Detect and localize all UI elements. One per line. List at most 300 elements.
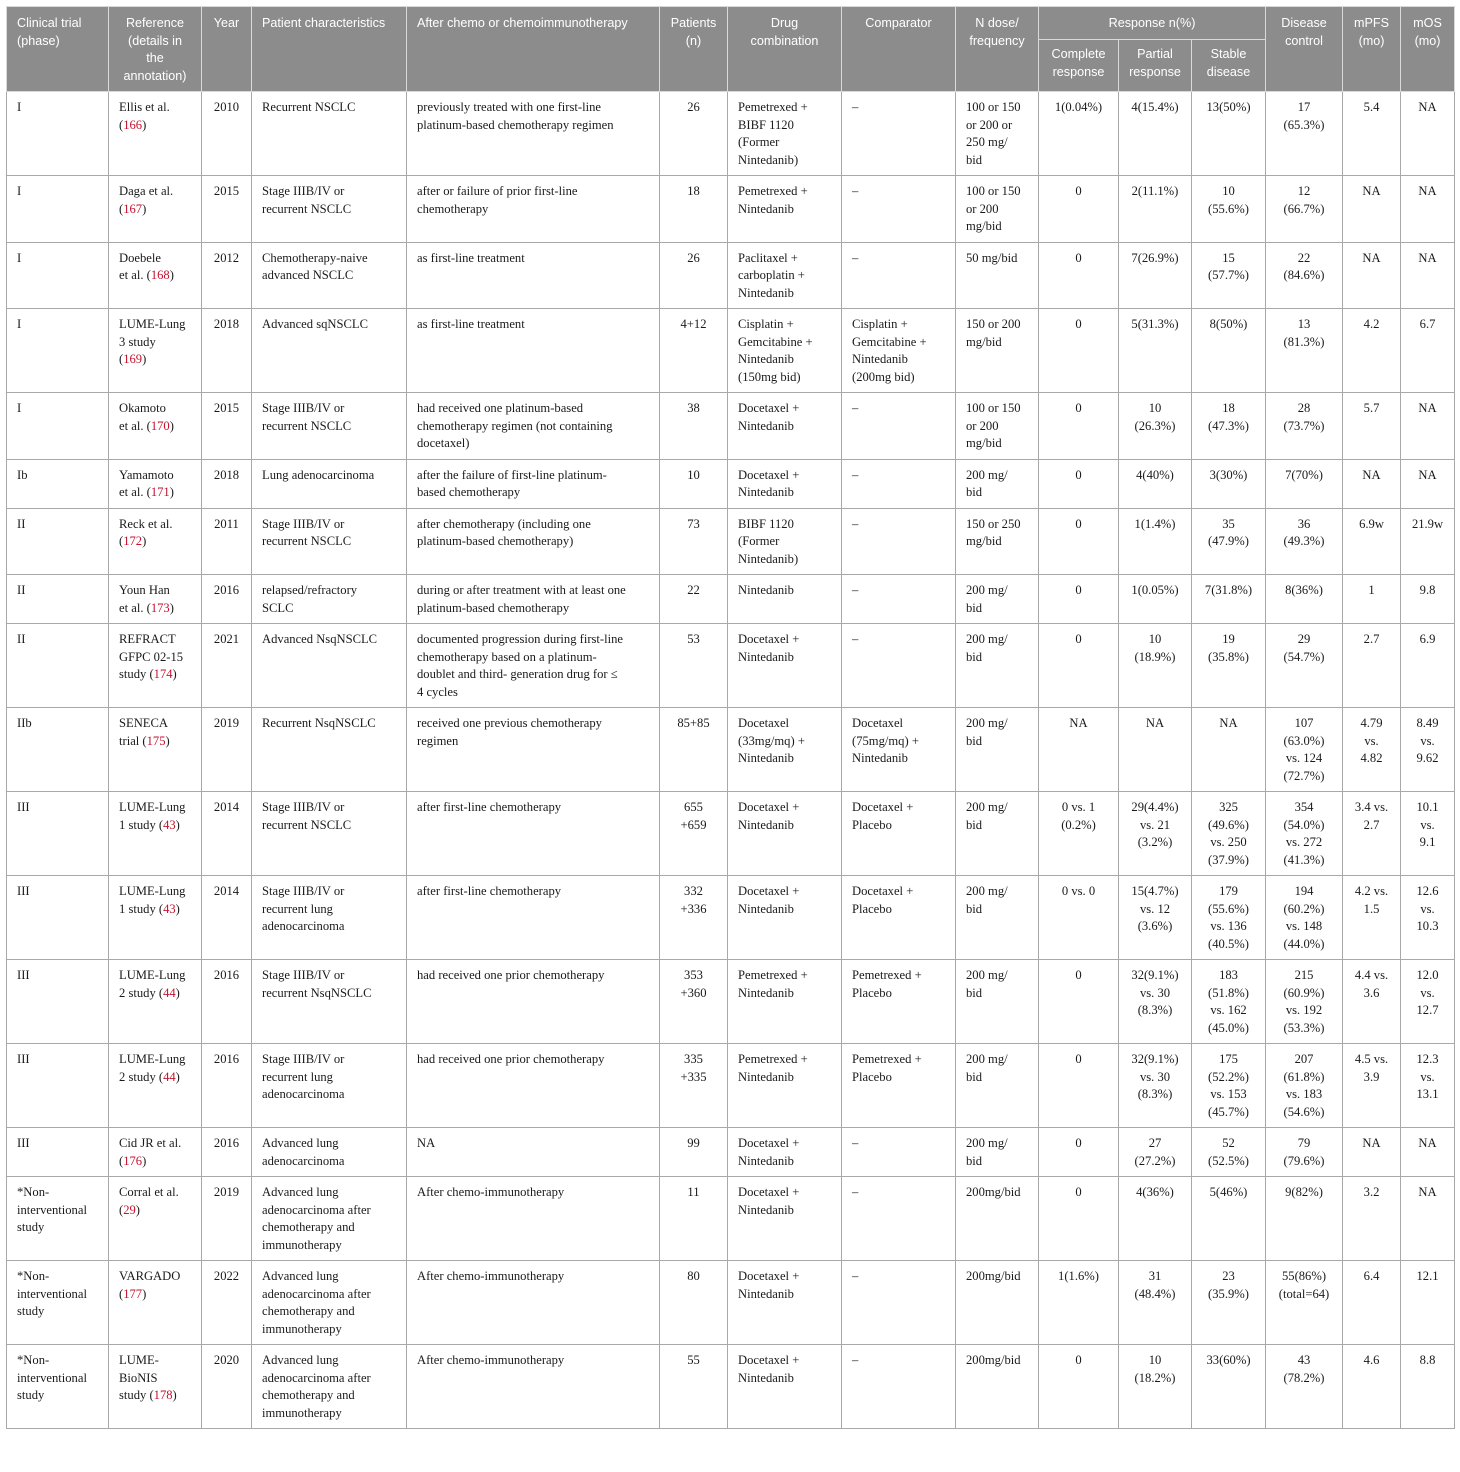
cell-partial-response: 1(1.4%): [1119, 508, 1192, 575]
cell-complete-response: 0: [1039, 508, 1119, 575]
cell-complete-response: 1(1.6%): [1039, 1261, 1119, 1345]
cell-partial-response: 31 (48.4%): [1119, 1261, 1192, 1345]
cell-complete-response: 0: [1039, 624, 1119, 708]
cell-patient-characteristics: Stage IIIB/IV or recurrent NSCLC: [252, 508, 407, 575]
cell-dose-frequency: 200mg/bid: [956, 1345, 1039, 1429]
cell-after-chemo: After chemo-immunotherapy: [407, 1177, 660, 1261]
cell-dose-frequency: 200 mg/ bid: [956, 1044, 1039, 1128]
cell-phase: II: [7, 508, 109, 575]
cell-reference: [109, 876, 202, 960]
cell-dose-frequency: 200 mg/ bid: [956, 575, 1039, 624]
cell-patient-characteristics: Chemotherapy-naive advanced NSCLC: [252, 242, 407, 309]
reference-link[interactable]: 170: [150, 418, 170, 433]
col-partial-response: Partial response: [1119, 40, 1192, 92]
cell-after-chemo: After chemo-immunotherapy: [407, 1261, 660, 1345]
cell-partial-response: 32(9.1%) vs. 30 (8.3%): [1119, 960, 1192, 1044]
cell-partial-response: 5(31.3%): [1119, 309, 1192, 393]
reference-text: LUME-Lung 2 study (: [119, 1052, 186, 1084]
cell-patients-n: 99: [660, 1128, 728, 1177]
reference-text: LUME-Lung 1 study (: [119, 884, 186, 916]
cell-drug-combination: Docetaxel + Nintedanib: [728, 393, 842, 460]
reference-close: ): [175, 817, 180, 832]
clinical-trials-table: [6, 6, 1455, 1429]
col-response-group: Response n(%): [1039, 7, 1266, 40]
table-row: [7, 708, 1455, 792]
cell-year: 2020: [202, 1345, 252, 1429]
cell-complete-response: 0: [1039, 1345, 1119, 1429]
cell-year: 2015: [202, 393, 252, 460]
cell-phase: I: [7, 393, 109, 460]
cell-patient-characteristics: Lung adenocarcinoma: [252, 459, 407, 508]
cell-stable-disease: 23 (35.9%): [1192, 1261, 1266, 1345]
cell-mpfs: 5.7: [1343, 393, 1401, 460]
cell-complete-response: 0 vs. 0: [1039, 876, 1119, 960]
cell-disease-control: 29 (54.7%): [1266, 624, 1343, 708]
reference-text: REFRACT GFPC 02-15 study (: [119, 632, 184, 681]
reference-close: ): [172, 667, 177, 681]
cell-partial-response: 10 (26.3%): [1119, 393, 1192, 460]
cell-after-chemo: NA: [407, 1128, 660, 1177]
cell-disease-control: 55(86%) (total=64): [1266, 1261, 1343, 1345]
cell-mos: 6.9: [1401, 624, 1455, 708]
cell-partial-response: 27 (27.2%): [1119, 1128, 1192, 1177]
cell-after-chemo: documented progression during first-line chemotherapy based on a platinum- doublet and third- generation drug for ≤ 4 cycles: [407, 624, 660, 708]
cell-partial-response: 2(11.1%): [1119, 176, 1192, 243]
cell-comparator: Pemetrexed + Placebo: [842, 1044, 956, 1128]
cell-patients-n: 353 +360: [660, 960, 728, 1044]
cell-after-chemo: as first-line treatment: [407, 309, 660, 393]
cell-phase: I: [7, 92, 109, 176]
cell-drug-combination: Docetaxel (33mg/mq) + Nintedanib: [728, 708, 842, 792]
table-row: [7, 176, 1455, 243]
cell-disease-control: 8(36%): [1266, 575, 1343, 624]
cell-patients-n: 38: [660, 393, 728, 460]
cell-reference: [109, 708, 202, 792]
col-comparator: Comparator: [842, 7, 956, 92]
cell-reference: [109, 792, 202, 876]
reference-close: ): [175, 901, 180, 916]
reference-text: Daga et al. (: [119, 184, 174, 216]
cell-year: 2012: [202, 242, 252, 309]
reference-text: Yamamoto et al. (: [119, 467, 174, 499]
cell-reference: [109, 1345, 202, 1429]
col-stable-disease: Stable disease: [1192, 40, 1266, 92]
reference-close: ): [142, 1286, 147, 1301]
cell-after-chemo: after first-line chemotherapy: [407, 876, 660, 960]
cell-phase: III: [7, 960, 109, 1044]
table-row: [7, 575, 1455, 624]
col-patients-n: Patients (n): [660, 7, 728, 92]
cell-reference: [109, 960, 202, 1044]
cell-dose-frequency: 50 mg/bid: [956, 242, 1039, 309]
table-row: [7, 960, 1455, 1044]
cell-comparator: Pemetrexed + Placebo: [842, 960, 956, 1044]
table-row: [7, 1177, 1455, 1261]
cell-disease-control: 107 (63.0%) vs. 124 (72.7%): [1266, 708, 1343, 792]
reference-text: Doebele et al. (: [119, 250, 161, 282]
cell-complete-response: 0: [1039, 459, 1119, 508]
reference-close: ): [142, 117, 147, 132]
reference-link[interactable]: 43: [163, 817, 176, 832]
cell-stable-disease: 7(31.8%): [1192, 575, 1266, 624]
reference-text: SENECA trial (: [119, 716, 168, 748]
cell-phase: II: [7, 575, 109, 624]
cell-mpfs: NA: [1343, 1128, 1401, 1177]
cell-comparator: Docetaxel (75mg/mq) + Nintedanib: [842, 708, 956, 792]
reference-link[interactable]: 176: [123, 1153, 143, 1168]
table-row: [7, 92, 1455, 176]
cell-patients-n: 11: [660, 1177, 728, 1261]
cell-dose-frequency: 150 or 250 mg/bid: [956, 508, 1039, 575]
cell-phase: I: [7, 176, 109, 243]
cell-patient-characteristics: Stage IIIB/IV or recurrent NSCLC: [252, 393, 407, 460]
cell-mos: NA: [1401, 393, 1455, 460]
table-row: [7, 1044, 1455, 1128]
cell-disease-control: 9(82%): [1266, 1177, 1343, 1261]
cell-dose-frequency: 200 mg/ bid: [956, 1128, 1039, 1177]
cell-stable-disease: 10 (55.6%): [1192, 176, 1266, 243]
cell-complete-response: 0: [1039, 960, 1119, 1044]
reference-link[interactable]: 172: [123, 534, 143, 548]
cell-mpfs: 3.2: [1343, 1177, 1401, 1261]
cell-patient-characteristics: Stage IIIB/IV or recurrent lung adenocarcinoma: [252, 876, 407, 960]
reference-link[interactable]: 29: [123, 1202, 136, 1217]
cell-disease-control: 207 (61.8%) vs. 183 (54.6%): [1266, 1044, 1343, 1128]
cell-phase: *Non- interventional study: [7, 1261, 109, 1345]
cell-patient-characteristics: Advanced lung adenocarcinoma after chemotherapy and immunotherapy: [252, 1177, 407, 1261]
cell-stable-disease: 183 (51.8%) vs. 162 (45.0%): [1192, 960, 1266, 1044]
reference-text: Youn Han et al. (: [119, 583, 170, 615]
cell-partial-response: 1(0.05%): [1119, 575, 1192, 624]
reference-link[interactable]: 168: [150, 268, 170, 282]
reference-link[interactable]: 43: [163, 901, 176, 916]
cell-drug-combination: Docetaxel + Nintedanib: [728, 459, 842, 508]
reference-link[interactable]: 171: [150, 485, 170, 499]
cell-partial-response: 29(4.4%) vs. 21 (3.2%): [1119, 792, 1192, 876]
cell-year: 2014: [202, 792, 252, 876]
cell-disease-control: 7(70%): [1266, 459, 1343, 508]
cell-reference: [109, 1128, 202, 1177]
cell-mpfs: NA: [1343, 459, 1401, 508]
reference-text: LUME-Lung 1 study (: [119, 800, 186, 832]
cell-comparator: Cisplatin + Gemcitabine + Nintedanib (200mg bid): [842, 309, 956, 393]
reference-text: Okamoto et al. (: [119, 401, 166, 433]
cell-stable-disease: 15 (57.7%): [1192, 242, 1266, 309]
cell-comparator: –: [842, 393, 956, 460]
col-after-chemo: After chemo or chemoimmunotherapy: [407, 7, 660, 92]
cell-stable-disease: 18 (47.3%): [1192, 393, 1266, 460]
cell-disease-control: 36 (49.3%): [1266, 508, 1343, 575]
cell-partial-response: 32(9.1%) vs. 30 (8.3%): [1119, 1044, 1192, 1128]
cell-after-chemo: after first-line chemotherapy: [407, 792, 660, 876]
cell-after-chemo: after chemotherapy (including one platinum-based chemotherapy): [407, 508, 660, 575]
cell-patients-n: 53: [660, 624, 728, 708]
cell-mpfs: 1: [1343, 575, 1401, 624]
cell-comparator: –: [842, 575, 956, 624]
cell-mos: NA: [1401, 1177, 1455, 1261]
cell-complete-response: 0: [1039, 242, 1119, 309]
cell-partial-response: 7(26.9%): [1119, 242, 1192, 309]
cell-patient-characteristics: Stage IIIB/IV or recurrent NSCLC: [252, 792, 407, 876]
reference-close: ): [142, 534, 147, 548]
cell-mos: 8.8: [1401, 1345, 1455, 1429]
reference-close: ): [142, 1153, 147, 1168]
cell-drug-combination: Pemetrexed + Nintedanib: [728, 1044, 842, 1128]
cell-patient-characteristics: Advanced NsqNSCLC: [252, 624, 407, 708]
reference-close: ): [142, 201, 147, 216]
cell-year: 2018: [202, 459, 252, 508]
reference-link[interactable]: 174: [153, 667, 173, 681]
cell-patients-n: 26: [660, 242, 728, 309]
cell-mos: 12.0 vs. 12.7: [1401, 960, 1455, 1044]
cell-dose-frequency: 200mg/bid: [956, 1261, 1039, 1345]
cell-mpfs: 4.2 vs. 1.5: [1343, 876, 1401, 960]
cell-patients-n: 18: [660, 176, 728, 243]
reference-text: LUME- BioNIS study (: [119, 1353, 159, 1402]
col-mos: mOS (mo): [1401, 7, 1455, 92]
cell-drug-combination: Nintedanib: [728, 575, 842, 624]
cell-complete-response: 0: [1039, 393, 1119, 460]
table-row: [7, 1128, 1455, 1177]
cell-patients-n: 335 +335: [660, 1044, 728, 1128]
cell-patients-n: 73: [660, 508, 728, 575]
cell-mpfs: NA: [1343, 242, 1401, 309]
cell-patients-n: 655 +659: [660, 792, 728, 876]
col-mpfs: mPFS (mo): [1343, 7, 1401, 92]
cell-mos: 6.7: [1401, 309, 1455, 393]
cell-stable-disease: 8(50%): [1192, 309, 1266, 393]
reference-text: Corral et al. (: [119, 1185, 179, 1217]
cell-stable-disease: 3(30%): [1192, 459, 1266, 508]
reference-close: ): [169, 418, 174, 433]
table-row: [7, 242, 1455, 309]
cell-mos: NA: [1401, 176, 1455, 243]
cell-patient-characteristics: Advanced lung adenocarcinoma after chemotherapy and immunotherapy: [252, 1261, 407, 1345]
cell-drug-combination: Docetaxel + Nintedanib: [728, 876, 842, 960]
cell-dose-frequency: 200mg/bid: [956, 1177, 1039, 1261]
cell-phase: II: [7, 624, 109, 708]
cell-year: 2016: [202, 1044, 252, 1128]
table-row: [7, 876, 1455, 960]
cell-complete-response: 0: [1039, 1044, 1119, 1128]
cell-mpfs: 4.4 vs. 3.6: [1343, 960, 1401, 1044]
reference-close: ): [175, 1069, 180, 1084]
cell-mpfs: 3.4 vs. 2.7: [1343, 792, 1401, 876]
cell-patient-characteristics: Advanced lung adenocarcinoma after chemotherapy and immunotherapy: [252, 1345, 407, 1429]
cell-after-chemo: had received one platinum-based chemotherapy regimen (not containing docetaxel): [407, 393, 660, 460]
cell-reference: [109, 92, 202, 176]
cell-disease-control: 13 (81.3%): [1266, 309, 1343, 393]
cell-mpfs: 6.9w: [1343, 508, 1401, 575]
cell-dose-frequency: 200 mg/ bid: [956, 876, 1039, 960]
col-year: Year: [202, 7, 252, 92]
reference-close: ): [169, 485, 174, 499]
reference-link[interactable]: 44: [163, 985, 176, 1000]
cell-comparator: –: [842, 1128, 956, 1177]
reference-close: ): [169, 600, 174, 615]
cell-mos: 12.1: [1401, 1261, 1455, 1345]
col-disease-control: Disease control: [1266, 7, 1343, 92]
cell-stable-disease: 175 (52.2%) vs. 153 (45.7%): [1192, 1044, 1266, 1128]
cell-mpfs: 4.5 vs. 3.9: [1343, 1044, 1401, 1128]
cell-mpfs: 5.4: [1343, 92, 1401, 176]
cell-patients-n: 10: [660, 459, 728, 508]
reference-link[interactable]: 167: [123, 201, 143, 216]
cell-drug-combination: Pemetrexed + Nintedanib: [728, 176, 842, 243]
col-dose-frequency: N dose/ frequency: [956, 7, 1039, 92]
cell-patients-n: 22: [660, 575, 728, 624]
reference-close: ): [169, 268, 174, 282]
cell-reference: [109, 176, 202, 243]
cell-reference: [109, 1177, 202, 1261]
cell-reference: [109, 1044, 202, 1128]
cell-stable-disease: 325 (49.6%) vs. 250 (37.9%): [1192, 792, 1266, 876]
cell-dose-frequency: 150 or 200 mg/bid: [956, 309, 1039, 393]
cell-reference: [109, 508, 202, 575]
table-row: [7, 309, 1455, 393]
cell-drug-combination: Docetaxel + Nintedanib: [728, 792, 842, 876]
cell-drug-combination: Docetaxel + Nintedanib: [728, 1128, 842, 1177]
cell-complete-response: 0: [1039, 1128, 1119, 1177]
reference-text: VARGADO (: [119, 1269, 181, 1301]
cell-year: 2022: [202, 1261, 252, 1345]
cell-disease-control: 28 (73.7%): [1266, 393, 1343, 460]
cell-after-chemo: during or after treatment with at least one platinum-based chemotherapy: [407, 575, 660, 624]
reference-close: ): [165, 733, 170, 748]
col-reference: Reference (details in the annotation): [109, 7, 202, 92]
cell-disease-control: 194 (60.2%) vs. 148 (44.0%): [1266, 876, 1343, 960]
cell-disease-control: 17 (65.3%): [1266, 92, 1343, 176]
cell-reference: [109, 309, 202, 393]
cell-patients-n: 26: [660, 92, 728, 176]
cell-comparator: –: [842, 508, 956, 575]
cell-drug-combination: Docetaxel + Nintedanib: [728, 1345, 842, 1429]
reference-link[interactable]: 177: [123, 1286, 143, 1301]
reference-text: LUME-Lung 2 study (: [119, 968, 186, 1000]
cell-complete-response: 0: [1039, 1177, 1119, 1261]
cell-reference: [109, 459, 202, 508]
cell-after-chemo: had received one prior chemotherapy: [407, 1044, 660, 1128]
cell-dose-frequency: 100 or 150 or 200 mg/bid: [956, 393, 1039, 460]
cell-patients-n: 332 +336: [660, 876, 728, 960]
cell-partial-response: NA: [1119, 708, 1192, 792]
cell-phase: III: [7, 792, 109, 876]
cell-drug-combination: Paclitaxel + carboplatin + Nintedanib: [728, 242, 842, 309]
cell-mpfs: 4.6: [1343, 1345, 1401, 1429]
reference-close: ): [135, 1202, 140, 1217]
table-row: [7, 1345, 1455, 1429]
cell-disease-control: 22 (84.6%): [1266, 242, 1343, 309]
reference-link[interactable]: 169: [123, 352, 143, 366]
cell-phase: I: [7, 309, 109, 393]
cell-patients-n: 85+85: [660, 708, 728, 792]
table-row: [7, 508, 1455, 575]
cell-comparator: Docetaxel + Placebo: [842, 876, 956, 960]
cell-stable-disease: 33(60%): [1192, 1345, 1266, 1429]
cell-year: 2021: [202, 624, 252, 708]
cell-patient-characteristics: Recurrent NSCLC: [252, 92, 407, 176]
cell-reference: [109, 393, 202, 460]
cell-disease-control: 215 (60.9%) vs. 192 (53.3%): [1266, 960, 1343, 1044]
cell-mos: 9.8: [1401, 575, 1455, 624]
cell-phase: *Non- interventional study: [7, 1345, 109, 1429]
cell-mos: 21.9w: [1401, 508, 1455, 575]
cell-mpfs: NA: [1343, 176, 1401, 243]
cell-year: 2018: [202, 309, 252, 393]
cell-reference: [109, 575, 202, 624]
reference-link[interactable]: 44: [163, 1069, 176, 1084]
cell-dose-frequency: 100 or 150 or 200 mg/bid: [956, 176, 1039, 243]
cell-partial-response: 10 (18.2%): [1119, 1345, 1192, 1429]
cell-stable-disease: 13(50%): [1192, 92, 1266, 176]
cell-mos: NA: [1401, 92, 1455, 176]
cell-mos: 10.1 vs. 9.1: [1401, 792, 1455, 876]
cell-complete-response: 0: [1039, 176, 1119, 243]
cell-year: 2016: [202, 575, 252, 624]
cell-comparator: –: [842, 624, 956, 708]
table-body: [7, 92, 1455, 1429]
table-row: [7, 1261, 1455, 1345]
cell-after-chemo: after the failure of first-line platinum- based chemotherapy: [407, 459, 660, 508]
cell-mos: 12.3 vs. 13.1: [1401, 1044, 1455, 1128]
reference-link[interactable]: 175: [146, 733, 166, 748]
cell-comparator: –: [842, 1261, 956, 1345]
cell-reference: [109, 1261, 202, 1345]
cell-patient-characteristics: Stage IIIB/IV or recurrent lung adenocarcinoma: [252, 1044, 407, 1128]
cell-partial-response: 15(4.7%) vs. 12 (3.6%): [1119, 876, 1192, 960]
reference-close: ): [172, 1388, 177, 1402]
cell-mos: NA: [1401, 1128, 1455, 1177]
cell-phase: III: [7, 1128, 109, 1177]
cell-patients-n: 55: [660, 1345, 728, 1429]
cell-patient-characteristics: Stage IIIB/IV or recurrent NSCLC: [252, 176, 407, 243]
cell-comparator: Docetaxel + Placebo: [842, 792, 956, 876]
cell-patient-characteristics: Advanced lung adenocarcinoma: [252, 1128, 407, 1177]
cell-mos: NA: [1401, 242, 1455, 309]
cell-phase: *Non- interventional study: [7, 1177, 109, 1261]
reference-link[interactable]: 166: [123, 117, 143, 132]
col-patient-characteristics: Patient characteristics: [252, 7, 407, 92]
cell-drug-combination: Pemetrexed + Nintedanib: [728, 960, 842, 1044]
cell-drug-combination: Docetaxel + Nintedanib: [728, 1261, 842, 1345]
cell-phase: III: [7, 876, 109, 960]
cell-year: 2010: [202, 92, 252, 176]
reference-text: Ellis et al. (: [119, 100, 170, 132]
cell-year: 2019: [202, 1177, 252, 1261]
reference-text: LUME-Lung 3 study (: [119, 317, 186, 366]
cell-patient-characteristics: relapsed/refractory SCLC: [252, 575, 407, 624]
reference-close: ): [142, 352, 147, 366]
table-row: [7, 624, 1455, 708]
cell-drug-combination: BIBF 1120 (Former Nintedanib): [728, 508, 842, 575]
reference-link[interactable]: 178: [153, 1388, 173, 1402]
cell-mos: 12.6 vs. 10.3: [1401, 876, 1455, 960]
cell-year: 2011: [202, 508, 252, 575]
reference-text: Cid JR et al. (: [119, 1136, 182, 1168]
cell-comparator: –: [842, 1345, 956, 1429]
col-drug-combination: Drug combination: [728, 7, 842, 92]
cell-drug-combination: Docetaxel + Nintedanib: [728, 1177, 842, 1261]
cell-patients-n: 4+12: [660, 309, 728, 393]
cell-patient-characteristics: Recurrent NsqNSCLC: [252, 708, 407, 792]
cell-dose-frequency: 200 mg/ bid: [956, 459, 1039, 508]
cell-after-chemo: received one previous chemotherapy regimen: [407, 708, 660, 792]
table-row: [7, 393, 1455, 460]
cell-dose-frequency: 100 or 150 or 200 or 250 mg/ bid: [956, 92, 1039, 176]
cell-complete-response: NA: [1039, 708, 1119, 792]
reference-link[interactable]: 173: [150, 600, 170, 615]
cell-year: 2014: [202, 876, 252, 960]
